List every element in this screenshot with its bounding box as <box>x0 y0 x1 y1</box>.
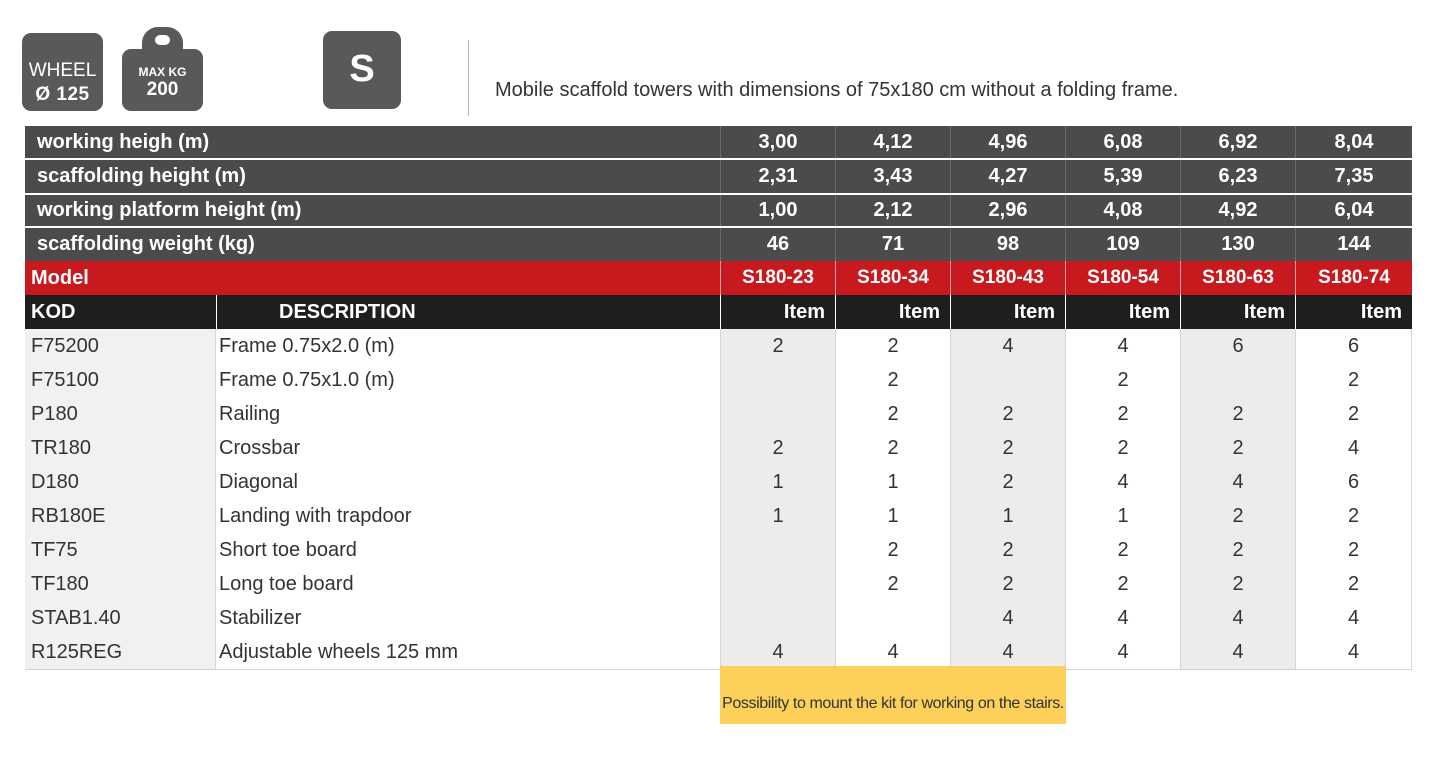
item-quantity: 2 <box>1180 499 1295 533</box>
item-quantity: 1 <box>835 465 950 499</box>
wheel-badge-size: Ø 125 <box>35 84 90 105</box>
spec-row <box>25 160 1412 193</box>
item-code: RB180E <box>25 499 216 533</box>
spec-value: 2,96 <box>950 195 1065 226</box>
item-quantity: 4 <box>1295 635 1412 669</box>
item-quantity: 2 <box>720 329 835 363</box>
item-quantity: 4 <box>1295 431 1412 465</box>
spec-value: 4,92 <box>1180 195 1295 226</box>
weight-icon <box>122 49 203 111</box>
item-quantity: 6 <box>1180 329 1295 363</box>
item-quantity: 2 <box>1065 431 1180 465</box>
item-quantity: 4 <box>1295 601 1412 635</box>
table-row <box>25 363 1412 398</box>
table-row <box>25 601 1412 636</box>
spec-value: 4,96 <box>950 126 1065 158</box>
table-row <box>25 635 1412 670</box>
item-quantity: 2 <box>1295 499 1412 533</box>
item-quantity <box>720 533 835 567</box>
item-description: Crossbar <box>216 431 720 465</box>
spec-label: working heigh (m) <box>37 130 210 153</box>
item-description: Short toe board <box>216 533 720 567</box>
model-code: S180-43 <box>950 261 1065 295</box>
item-quantity <box>720 397 835 431</box>
item-quantity: 2 <box>1180 431 1295 465</box>
spec-value: 8,04 <box>1295 126 1412 158</box>
table-row <box>25 533 1412 568</box>
item-quantity: 2 <box>1295 363 1412 397</box>
item-code: P180 <box>25 397 216 431</box>
item-quantity: 2 <box>1180 567 1295 601</box>
item-quantity: 2 <box>1180 397 1295 431</box>
item-code: TF180 <box>25 567 216 601</box>
item-column-header: Item <box>1180 295 1295 329</box>
weight-handle <box>142 27 183 57</box>
item-quantity <box>1180 363 1295 397</box>
item-code: F75200 <box>25 329 216 363</box>
spec-value: 98 <box>950 228 1065 261</box>
model-code: S180-34 <box>835 261 950 295</box>
kod-column-header: KOD <box>31 300 76 323</box>
spec-value: 5,39 <box>1065 160 1180 193</box>
item-quantity <box>720 601 835 635</box>
item-column-header: Item <box>1295 295 1412 329</box>
spec-value: 4,12 <box>835 126 950 158</box>
scaffold-type-icon <box>323 31 401 109</box>
spec-value: 7,35 <box>1295 160 1412 193</box>
item-quantity: 1 <box>720 465 835 499</box>
item-quantity: 2 <box>950 533 1065 567</box>
item-quantity: 6 <box>1295 329 1412 363</box>
item-column-header: Item <box>720 295 835 329</box>
item-quantity <box>950 363 1065 397</box>
item-quantity: 4 <box>950 329 1065 363</box>
item-quantity: 4 <box>1065 465 1180 499</box>
spec-value: 6,92 <box>1180 126 1295 158</box>
spec-row <box>25 126 1412 158</box>
item-code: STAB1.40 <box>25 601 216 635</box>
spec-label: scaffolding weight (kg) <box>37 233 255 255</box>
model-code: S180-23 <box>720 261 835 295</box>
spec-value: 46 <box>720 228 835 261</box>
item-quantity: 2 <box>835 329 950 363</box>
table-row <box>25 329 1412 364</box>
item-quantity: 2 <box>835 431 950 465</box>
item-quantity: 4 <box>835 635 950 669</box>
item-quantity: 2 <box>1295 397 1412 431</box>
item-quantity: 2 <box>835 567 950 601</box>
item-description: Long toe board <box>216 567 720 601</box>
spec-value: 2,12 <box>835 195 950 226</box>
item-code: F75100 <box>25 363 216 397</box>
spec-value: 3,00 <box>720 126 835 158</box>
item-quantity: 4 <box>1065 635 1180 669</box>
model-code: S180-63 <box>1180 261 1295 295</box>
item-quantity: 2 <box>950 431 1065 465</box>
item-quantity: 2 <box>950 397 1065 431</box>
item-description: Frame 0.75x1.0 (m) <box>216 363 720 397</box>
item-description: Diagonal <box>216 465 720 499</box>
spec-value: 4,08 <box>1065 195 1180 226</box>
description-column-header: DESCRIPTION <box>216 295 720 329</box>
item-quantity: 1 <box>1065 499 1180 533</box>
item-column-header: Item <box>835 295 950 329</box>
spec-value: 6,04 <box>1295 195 1412 226</box>
item-quantity: 2 <box>950 465 1065 499</box>
item-quantity: 2 <box>1065 567 1180 601</box>
item-quantity: 2 <box>1065 363 1180 397</box>
item-quantity: 4 <box>1180 635 1295 669</box>
model-label: Model <box>31 266 89 289</box>
spec-value: 4,27 <box>950 160 1065 193</box>
item-quantity: 1 <box>835 499 950 533</box>
table-row <box>25 431 1412 466</box>
item-quantity: 2 <box>835 397 950 431</box>
item-quantity: 2 <box>1295 533 1412 567</box>
item-quantity: 4 <box>950 601 1065 635</box>
item-quantity: 4 <box>1065 329 1180 363</box>
item-description: Railing <box>216 397 720 431</box>
item-quantity: 1 <box>950 499 1065 533</box>
weight-badge-label: MAX KG <box>138 65 187 79</box>
model-row <box>25 261 1412 295</box>
spec-value: 3,43 <box>835 160 950 193</box>
wheel-icon <box>22 33 103 111</box>
stairs-kit-note: Possibility to mount the kit for working on the stairs. <box>720 666 1066 724</box>
item-column-header: Item <box>1065 295 1180 329</box>
model-code: S180-54 <box>1065 261 1180 295</box>
item-quantity: 2 <box>1295 567 1412 601</box>
item-code: R125REG <box>25 635 216 669</box>
table-row <box>25 465 1412 500</box>
spec-row <box>25 195 1412 226</box>
wheel-badge-label: WHEEL <box>28 60 97 81</box>
item-quantity: 2 <box>720 431 835 465</box>
spec-value: 109 <box>1065 228 1180 261</box>
item-quantity: 2 <box>835 363 950 397</box>
table-row <box>25 397 1412 432</box>
spec-label: working platform height (m) <box>37 199 302 221</box>
spec-value: 1,00 <box>720 195 835 226</box>
item-code: TR180 <box>25 431 216 465</box>
item-quantity: 4 <box>1180 601 1295 635</box>
item-description: Frame 0.75x2.0 (m) <box>216 329 720 363</box>
table-row <box>25 567 1412 602</box>
item-quantity: 6 <box>1295 465 1412 499</box>
spec-value: 130 <box>1180 228 1295 261</box>
spec-value: 2,31 <box>720 160 835 193</box>
item-quantity: 4 <box>950 635 1065 669</box>
item-quantity <box>835 601 950 635</box>
spec-label: scaffolding height (m) <box>37 165 246 187</box>
column-header-row <box>25 295 1412 329</box>
item-quantity: 4 <box>1180 465 1295 499</box>
item-code: TF75 <box>25 533 216 567</box>
header-divider <box>468 40 469 116</box>
item-quantity: 2 <box>1065 533 1180 567</box>
page-headline: Mobile scaffold towers with dimensions of 75x180 cm without a folding frame. <box>495 79 1179 101</box>
spec-value: 6,08 <box>1065 126 1180 158</box>
spec-row <box>25 228 1412 261</box>
scaffold-type-letter: S <box>349 48 375 90</box>
item-quantity: 4 <box>720 635 835 669</box>
item-code: D180 <box>25 465 216 499</box>
item-quantity: 2 <box>1180 533 1295 567</box>
item-quantity: 2 <box>950 567 1065 601</box>
item-quantity: 4 <box>1065 601 1180 635</box>
item-quantity: 1 <box>720 499 835 533</box>
weight-badge-value: 200 <box>146 79 179 100</box>
item-description: Adjustable wheels 125 mm <box>216 635 720 669</box>
item-column-header: Item <box>950 295 1065 329</box>
item-quantity <box>720 363 835 397</box>
item-quantity: 2 <box>835 533 950 567</box>
item-description: Stabilizer <box>216 601 720 635</box>
item-quantity <box>720 567 835 601</box>
item-description: Landing with trapdoor <box>216 499 720 533</box>
spec-value: 6,23 <box>1180 160 1295 193</box>
model-code: S180-74 <box>1295 261 1412 295</box>
item-quantity: 2 <box>1065 397 1180 431</box>
spec-value: 71 <box>835 228 950 261</box>
table-row <box>25 499 1412 534</box>
spec-value: 144 <box>1295 228 1412 261</box>
